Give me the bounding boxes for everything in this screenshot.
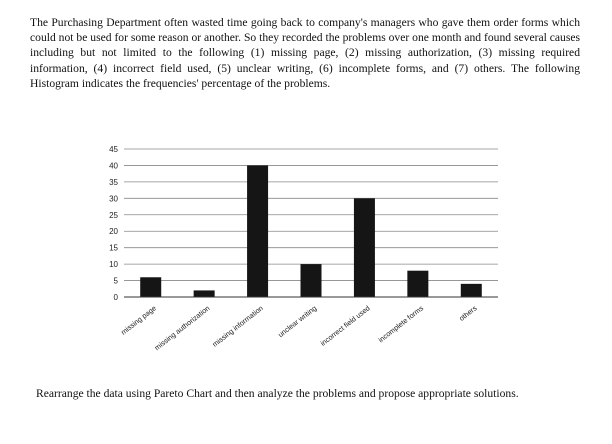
y-tick-label: 40 — [109, 161, 118, 171]
bar — [461, 284, 482, 297]
y-tick-label: 0 — [113, 293, 118, 302]
bar — [301, 264, 322, 297]
x-axis-labels — [119, 303, 479, 352]
x-category-label: missing page — [119, 303, 158, 337]
x-category-label: incorrect field used — [318, 303, 372, 348]
bar — [194, 290, 215, 297]
y-tick-label: 5 — [113, 276, 118, 286]
bar — [354, 198, 375, 297]
y-tick-label: 35 — [109, 177, 118, 187]
bar — [140, 277, 161, 297]
bar — [247, 165, 268, 297]
x-category-label: unclear writing — [276, 303, 319, 340]
x-category-label: others — [457, 303, 479, 323]
x-category-label: incomplete forms — [376, 303, 426, 345]
bar — [407, 271, 428, 297]
y-tick-label: 10 — [109, 260, 118, 270]
gridlines — [124, 149, 498, 281]
y-tick-label: 45 — [109, 145, 118, 154]
x-category-label: missing authorization — [152, 303, 212, 353]
y-axis-ticks — [109, 145, 118, 302]
y-tick-label: 30 — [109, 194, 118, 204]
y-tick-label: 25 — [109, 210, 118, 220]
question-text: Rearrange the data using Pareto Chart and then analyze the problems and propose appropriate solutions. — [36, 387, 519, 400]
y-tick-label: 15 — [109, 243, 118, 253]
x-category-label: missing information — [210, 303, 265, 349]
y-tick-label: 20 — [109, 227, 118, 237]
intro-paragraph: The Purchasing Department often wasted time going back to company's managers who gave them order forms which could not be used for some reason or another. So they recorded the problems over one month and found several causes including but not limited to the following (1) missing page, (2) missing authorization, (3) missing required information, (4) incorrect field used, (5) unclear writing, (6) incomplete forms, and (7) others. The following Histogram indicates the frequencies' percentage of the problems. — [30, 16, 580, 90]
